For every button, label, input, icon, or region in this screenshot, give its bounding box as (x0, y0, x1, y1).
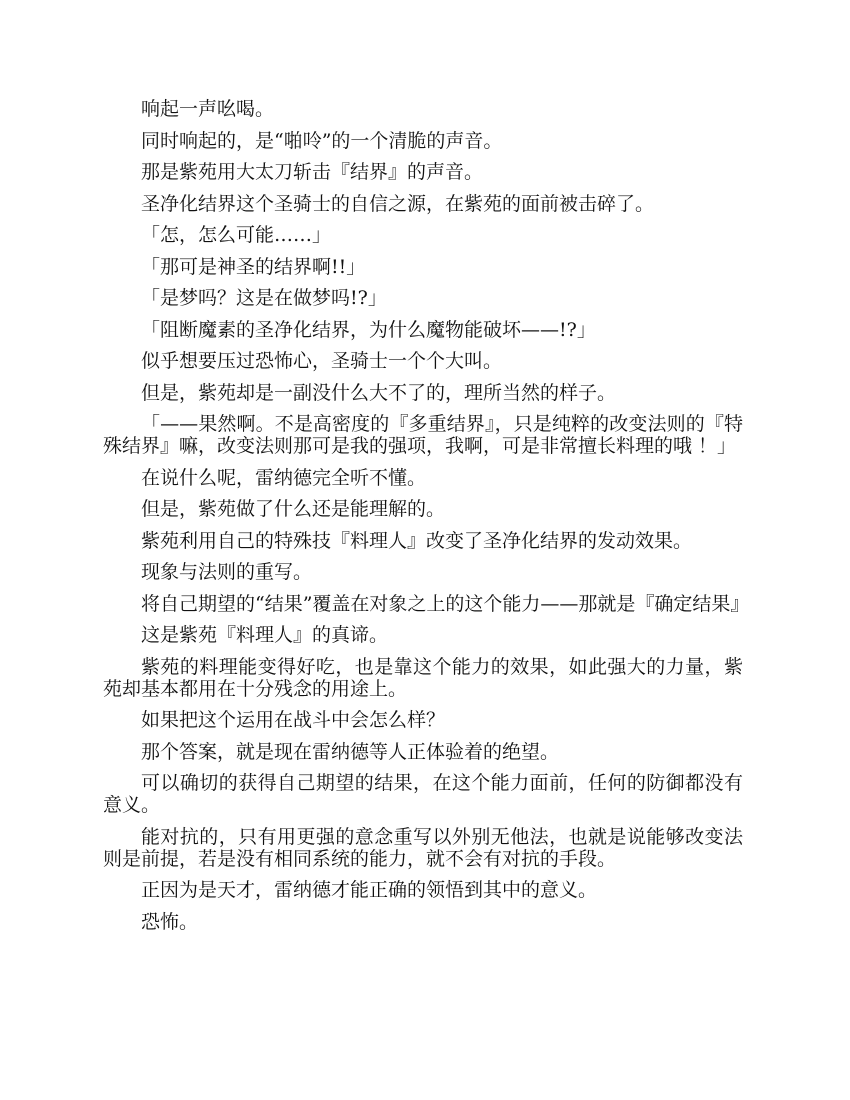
paragraph: 这是紫苑『料理人』的真谛。 (141, 624, 389, 646)
paragraph: 那个答案，就是现在雷纳德等人正体验着的绝望。 (141, 740, 560, 763)
document-page (103, 98, 750, 942)
dialogue-line: 「那可是神圣的结界啊!!」 (141, 255, 366, 278)
paragraph: 在说什么呢，雷纳德完全听不懂。 (141, 466, 427, 489)
paragraph: 响起一声吆喝。 (141, 98, 275, 120)
dialogue-line: 「——果然啊。不是高密度的『多重结界』，只是纯粹的改变法则的『特殊结界』嘛，改变法则那可是我的强项，我啊，可是非常擅长料理的哦 ！」 (103, 413, 743, 457)
paragraph: 但是，紫苑却是一副没什么大不了的，理所当然的样子。 (141, 381, 617, 404)
paragraph: 但是，紫苑做了什么还是能理解的。 (141, 498, 446, 520)
paragraph: 将自己期望的“结果”覆盖在对象之上的这个能力——那就是『确定结果』 (141, 592, 750, 615)
paragraph: 恐怖。 (141, 910, 199, 933)
paragraph: 现象与法则的重写。 (141, 561, 313, 583)
dialogue-line: 「怎，怎么可能……」 (141, 224, 332, 246)
paragraph: 如果把这个运用在战斗中会怎么样？ (141, 709, 446, 731)
dialogue-line: 「阻断魔素的圣净化结界，为什么魔物能破坏——!?」 (141, 318, 596, 341)
paragraph: 紫苑的料理能变得好吃，也是靠这个能力的效果，如此强大的力量，紫苑却基本都用在十分残念的用途上。 (103, 655, 743, 700)
dialogue-line: 「是梦吗？这是在做梦吗!?」 (141, 287, 387, 309)
paragraph: 同时响起的，是“啪呤”的一个清脆的声音。 (141, 129, 503, 152)
paragraph: 可以确切的获得自己期望的结果，在这个能力面前，任何的防御都没有意义。 (103, 772, 743, 816)
paragraph: 能对抗的，只有用更强的意念重写以外别无他法，也就是说能够改变法则是前提，若是没有相同系统的能力，就不会有对抗的手段。 (103, 825, 743, 870)
paragraph: 正因为是天才，雷纳德才能正确的领悟到其中的意义。 (141, 879, 598, 901)
paragraph: 那是紫苑用大太刀斩击『结界』的声音。 (141, 161, 484, 183)
paragraph: 紫苑利用自己的特殊技『料理人』改变了圣净化结界的发动效果。 (141, 529, 693, 552)
paragraph: 圣净化结界这个圣骑士的自信之源，在紫苑的面前被击碎了。 (141, 192, 655, 215)
paragraph: 似乎想要压过恐怖心，圣骑士一个个大叫。 (141, 350, 503, 372)
